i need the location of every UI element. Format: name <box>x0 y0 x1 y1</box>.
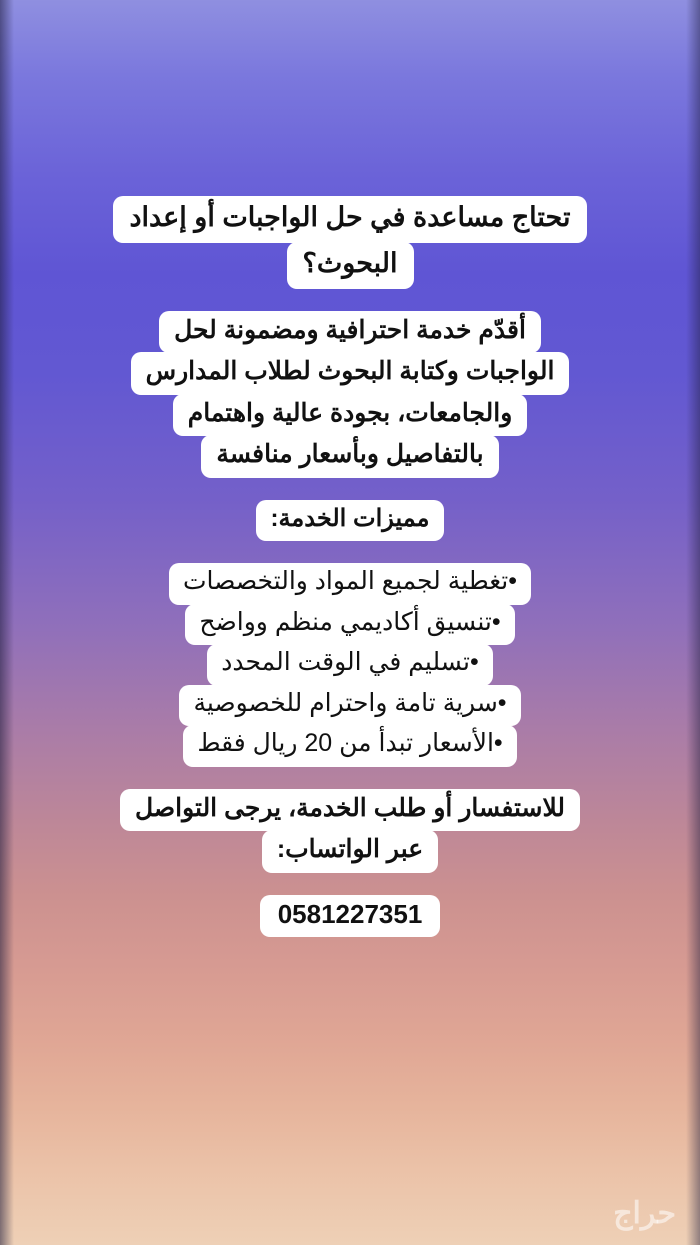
feature-item: •سرية تامة واحترام للخصوصية <box>179 685 520 727</box>
headline-block <box>0 196 700 289</box>
intro-line: بالتفاصيل وبأسعار منافسة <box>201 435 498 478</box>
features-title: مميزات الخدمة: <box>256 500 445 541</box>
contact-block <box>0 789 700 873</box>
feature-item: •تسليم في الوقت المحدد <box>207 644 492 686</box>
feature-item: •تغطية لجميع المواد والتخصصات <box>169 563 531 605</box>
contact-line: للاستفسار أو طلب الخدمة، يرجى التواصل <box>120 789 580 832</box>
contact-line: عبر الواتساب: <box>262 830 438 873</box>
watermark-logo: حراج <box>613 1197 676 1230</box>
headline-line: تحتاج مساعدة في حل الواجبات أو إعداد <box>113 196 586 243</box>
intro-line: الواجبات وكتابة البحوث لطلاب المدارس <box>131 352 570 395</box>
phone-number[interactable]: 0581227351 <box>260 895 441 938</box>
intro-line: والجامعات، بجودة عالية واهتمام <box>173 394 528 437</box>
intro-line: أقدّم خدمة احترافية ومضمونة لحل <box>159 311 541 354</box>
poster-content <box>0 196 700 937</box>
feature-item: •تنسيق أكاديمي منظم وواضح <box>185 604 514 646</box>
feature-item: •الأسعار تبدأ من 20 ريال فقط <box>183 725 516 767</box>
features-title-block <box>0 500 700 541</box>
features-list <box>0 563 700 767</box>
phone-block <box>0 895 700 938</box>
intro-block <box>0 311 700 478</box>
headline-line: البحوث؟ <box>287 242 414 289</box>
